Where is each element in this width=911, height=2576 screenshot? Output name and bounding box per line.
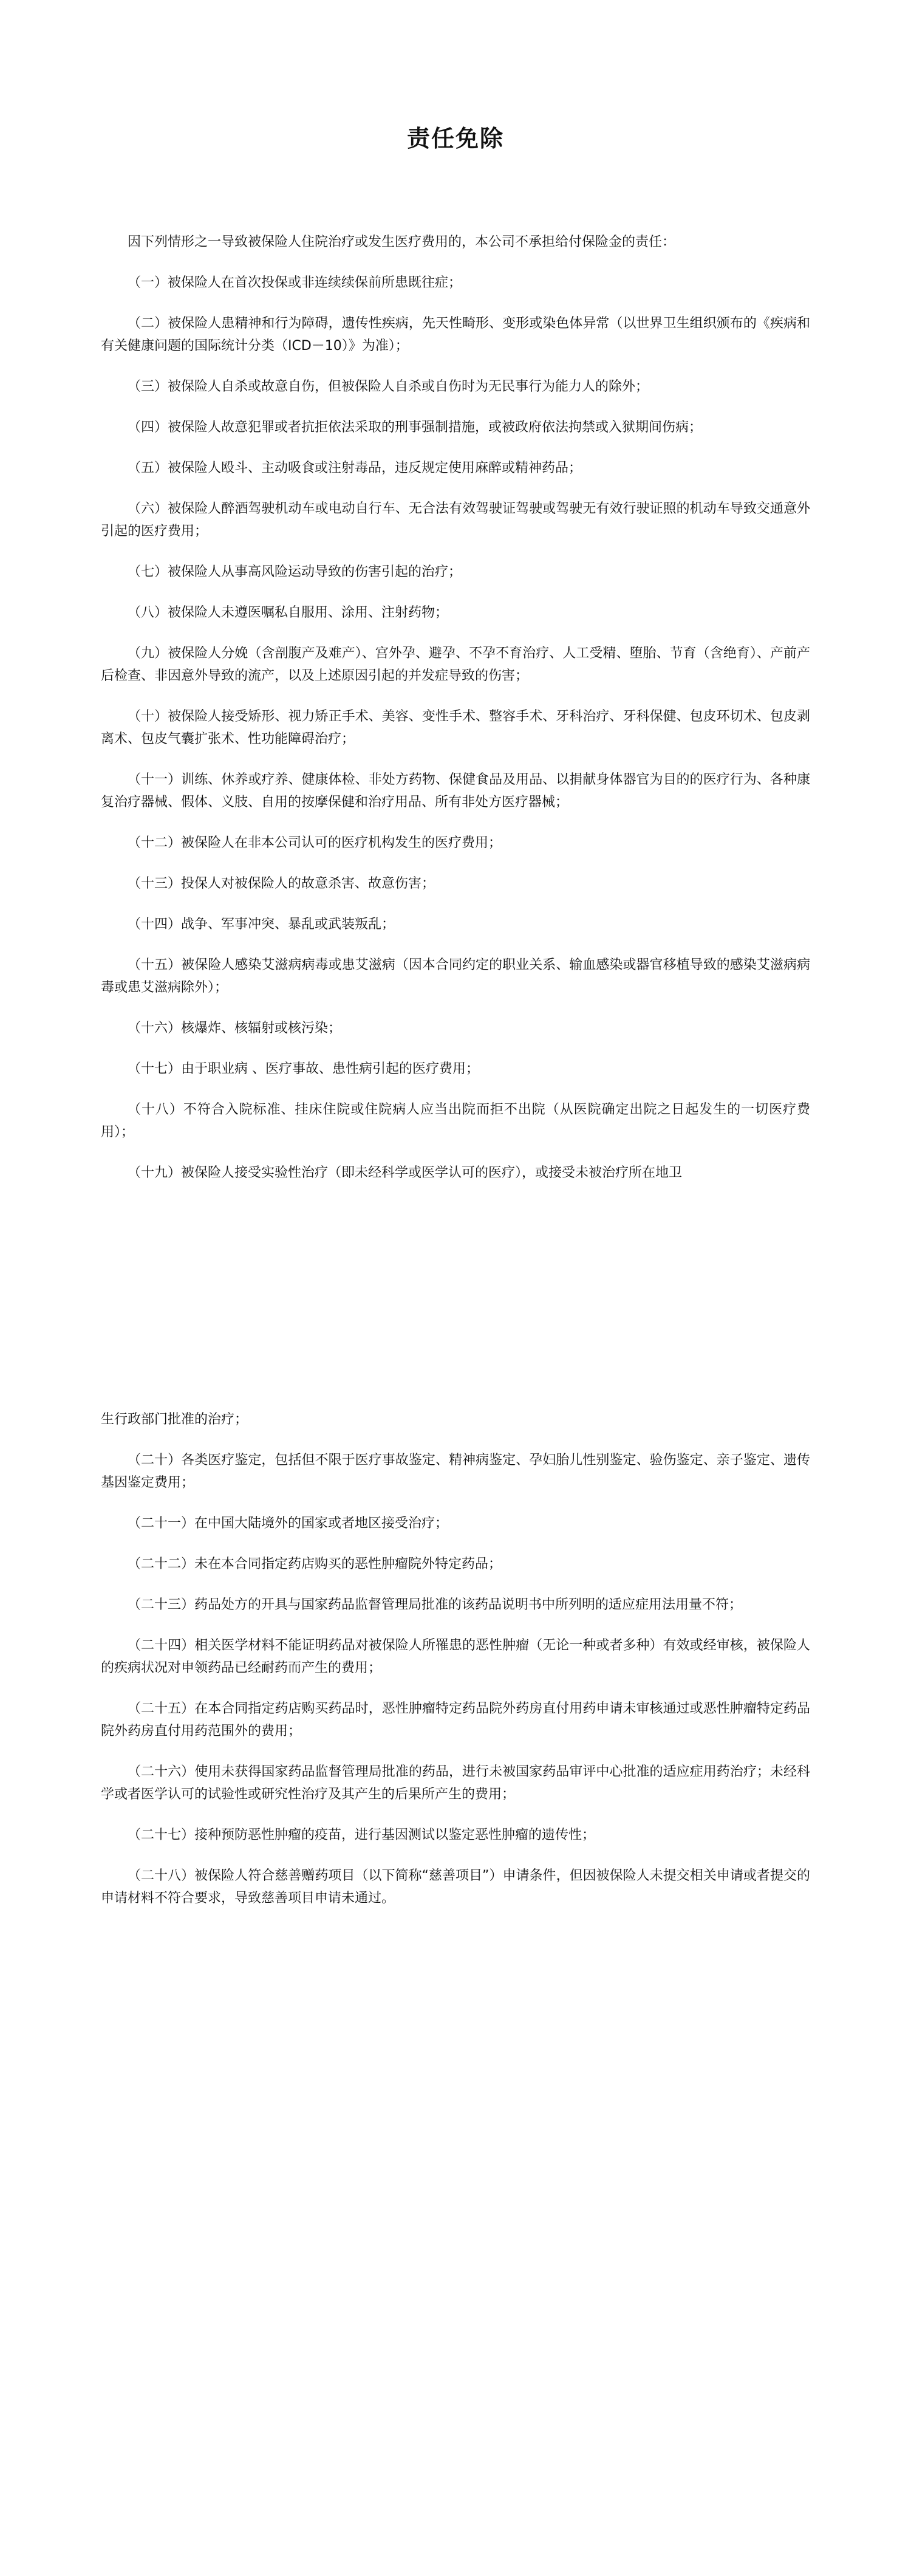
exclusion-item: （十五）被保险人感染艾滋病病毒或患艾滋病（因本合同约定的职业关系、输血感染或器官移植导致的感染艾滋病病毒或患艾滋病除外）； [101,957,810,995]
exclusion-item: （四）被保险人故意犯罪或者抗拒依法采取的刑事强制措施，或被政府依法拘禁或入狱期间伤病； [128,420,703,435]
page-title: 责任免除 [406,125,504,152]
exclusion-item: （八）被保险人未遵医嘱私自服用、涂用、注射药物； [128,605,449,620]
exclusion-item: （二十）各类医疗鉴定，包括但不限于医疗事故鉴定、精神病鉴定、孕妇胎儿性别鉴定、验伤鉴定、亲子鉴定、遗传基因鉴定费用； [101,1453,810,1490]
exclusions-section-2 [101,1408,810,1928]
exclusion-item: （三）被保险人自杀或故意自伤，但被保险人自杀或自伤时为无民事行为能力人的除外； [128,379,649,394]
exclusion-item: （二十二）未在本合同指定药店购买的恶性肿瘤院外特定药品； [128,1557,502,1572]
exclusion-item: （十三）投保人对被保险人的故意杀害、故意伤害； [128,876,435,891]
exclusion-item: （二）被保险人患精神和行为障碍，遗传性疾病，先天性畸形、变形或染色体异常（以世界卫生组织颁布的《疾病和有关健康问题的国际统计分类（ICD－10）》为准）； [101,316,810,354]
exclusion-item: （六）被保险人醉酒驾驶机动车或电动自行车、无合法有效驾驶证驾驶或驾驶无有效行驶证照的机动车导致交通意外引起的医疗费用； [101,501,810,539]
exclusion-item: （二十七）接种预防恶性肿瘤的疫苗，进行基因测试以鉴定恶性肿瘤的遗传性； [128,1828,596,1843]
exclusion-item: （十六）核爆炸、核辐射或核污染； [128,1021,342,1036]
exclusion-item: （二十五）在本合同指定药店购买药品时，恶性肿瘤特定药品院外药房直付用药申请未审核通过或恶性肿瘤特定药品院外药房直付用药范围外的费用； [101,1701,810,1739]
exclusions-section-1 [101,231,810,1202]
exclusion-item: （七）被保险人从事高风险运动导致的伤害引起的治疗； [128,564,462,580]
exclusion-item: （二十八）被保险人符合慈善赠药项目（以下简称“慈善项目”）申请条件，但因被保险人未提交相关申请或者提交的申请材料不符合要求，导致慈善项目申请未通过。 [101,1868,810,1906]
exclusion-item: （九）被保险人分娩（含剖腹产及难产）、宫外孕、避孕、不孕不育治疗、人工受精、堕胎、节育（含绝育）、产前产后检查、非因意外导致的流产，以及上述原因引起的并发症导致的伤害； [101,646,810,683]
exclusion-item: （二十四）相关医学材料不能证明药品对被保险人所罹患的恶性肿瘤（无论一种或者多种）有效或经审核，被保险人的疾病状况对申领药品已经耐药而产生的费用； [101,1638,810,1676]
exclusion-item: （十九）被保险人接受实验性治疗（即未经科学或医学认可的医疗），或接受未被治疗所在地卫 [128,1165,683,1180]
exclusion-item: （十一）训练、休养或疗养、健康体检、非处方药物、保健食品及用品、以捐献身体器官为目的的医疗行为、各种康复治疗器械、假体、义肢、自用的按摩保健和治疗用品、所有非处方医疗器械； [101,772,810,810]
exclusion-item: （十七）由于职业病 、医疗事故、患性病引起的医疗费用； [128,1061,479,1077]
exclusion-item: （二十一）在中国大陆境外的国家或者地区接受治疗； [128,1516,449,1531]
exclusion-item: （二十六）使用未获得国家药品监督管理局批准的药品，进行未被国家药品审评中心批准的适应症用药治疗；未经科学或者医学认可的试验性或研究性治疗及其产生的后果所产生的费用； [101,1764,810,1802]
continued-line: 生行政部门批准的治疗； [101,1412,248,1427]
exclusion-item: （一）被保险人在首次投保或非连续续保前所患既往症； [128,275,462,290]
exclusion-item: （十）被保险人接受矫形、视力矫正手术、美容、变性手术、整容手术、牙科治疗、牙科保健、包皮环切术、包皮剥离术、包皮气囊扩张术、性功能障碍治疗； [101,709,810,747]
exclusion-item: （十四）战争、军事冲突、暴乱或武装叛乱； [128,917,395,932]
exclusion-item: （五）被保险人殴斗、主动吸食或注射毒品，违反规定使用麻醉或精神药品； [128,461,582,476]
exclusion-item: （十八）不符合入院标准、挂床住院或住院病人应当出院而拒不出院（从医院确定出院之日起发生的一切医疗费用）； [101,1102,810,1140]
exclusion-item: （二十三）药品处方的开具与国家药品监督管理局批准的该药品说明书中所列明的适应症用法用量不符； [128,1597,743,1612]
intro-paragraph: 因下列情形之一导致被保险人住院治疗或发生医疗费用的，本公司不承担给付保险金的责任： [128,235,676,250]
exclusion-item: （十二）被保险人在非本公司认可的医疗机构发生的医疗费用； [128,835,502,851]
